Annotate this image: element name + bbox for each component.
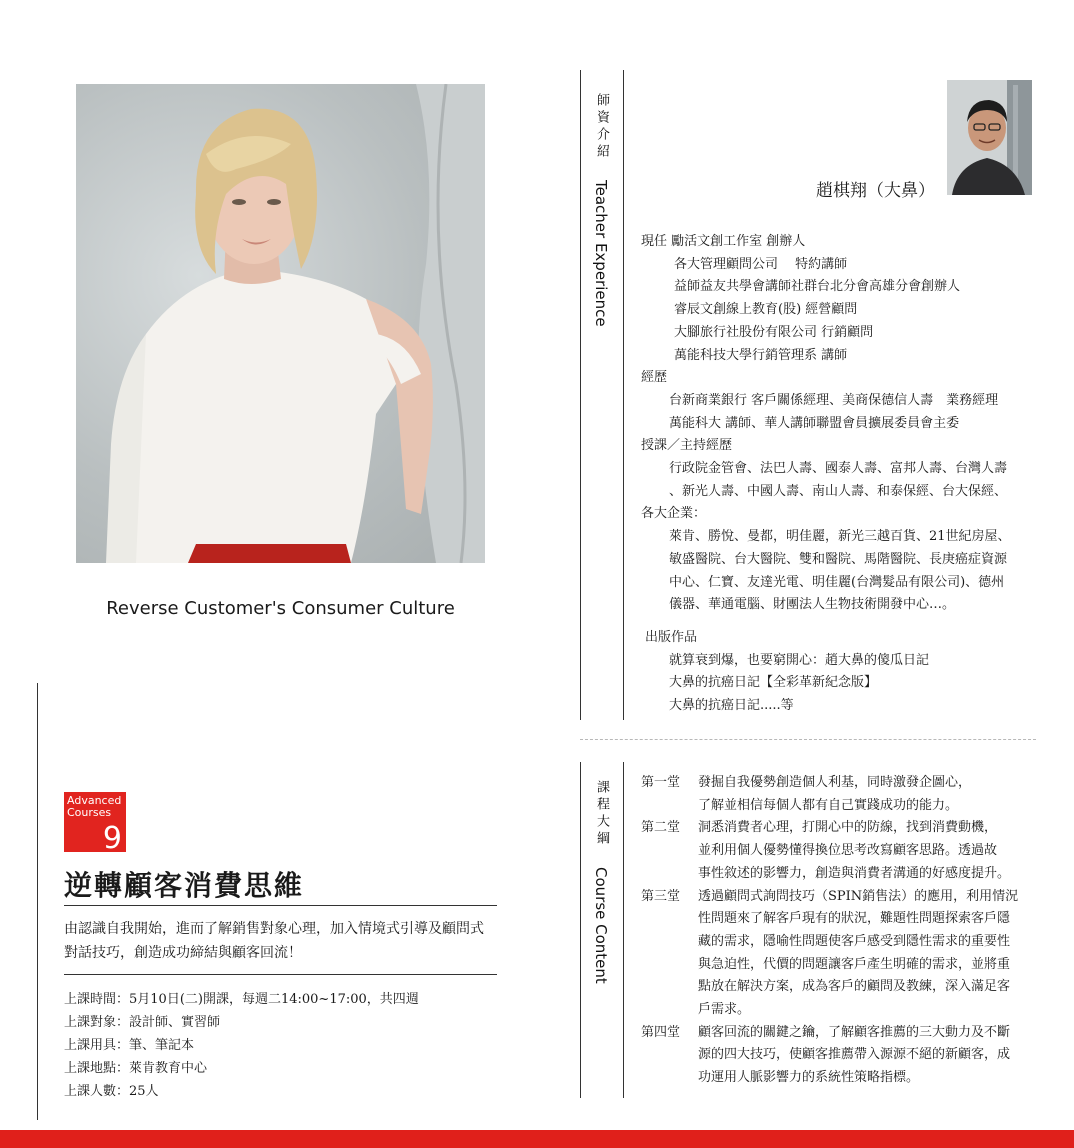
description-line: 對話技巧，創造成功締結與顧客回流！ — [64, 945, 302, 961]
exp-line: 各大管理顧問公司 特約講師 — [674, 256, 848, 272]
exp-line: 萊肯、勝悅、曼都，明佳麗，新光三越百貨、21世紀房屋、 — [669, 529, 1011, 545]
description-line: 由認識自我開始，進而了解銷售對象心理，加入情境式引導及顧問式 — [64, 921, 484, 937]
lesson-text: 點放在解決方案，成為客戶的顧問及教練，深入滿足客 — [698, 979, 1011, 995]
lesson-text: 並利用個人優勢懂得換位思考改寫顧客思路。透過故 — [698, 843, 998, 859]
exp-line: 行政院金管會、法巴人壽、國泰人壽、富邦人壽、台灣人壽 — [669, 461, 1008, 477]
exp-line: 大鼻的抗癌日記.....等 — [669, 698, 794, 714]
exp-line: 台新商業銀行 客戶關係經理、美商保德信人壽 業務經理 — [669, 392, 999, 408]
lesson-text: 發掘自我優勢創造個人利基，同時激發企圖心， — [698, 775, 972, 790]
info-supplies: 上課用具：筆、筆記本 — [64, 1038, 195, 1053]
lesson-text: 戶需求。 — [698, 1002, 751, 1018]
exp-line: 儀器、華通電腦、財團法人生物技術開發中心…。 — [669, 597, 956, 613]
info-location: 上課地點：萊肯教育中心 — [64, 1061, 208, 1076]
model-photo — [76, 84, 485, 563]
exp-line: 睿辰文創線上教育(股) 經營顧問 — [674, 302, 858, 318]
teacher-section-label — [591, 93, 611, 326]
exp-heading: 經歷 — [641, 370, 668, 386]
info-audience: 上課對象：設計師、實習師 — [64, 1015, 221, 1030]
exp-line: 敏盛醫院、台大醫院、雙和醫院、馬階醫院、長庚癌症資源 — [669, 551, 1008, 567]
course-badge — [64, 792, 126, 856]
exp-heading: 授課／主持經歷 — [641, 438, 733, 454]
content-section-label — [591, 780, 611, 984]
content-section-rule-right — [623, 762, 624, 1098]
left-divider — [37, 683, 38, 1120]
content-label-en: Course Content — [592, 866, 610, 984]
title-rule — [64, 905, 497, 906]
lesson-text: 顧客回流的關鍵之鑰，了解顧客推薦的三大動力及不斷 — [698, 1024, 1011, 1040]
teacher-section-rule-left — [580, 70, 581, 720]
teacher-name: 趙棋翔（大鼻） — [816, 181, 935, 201]
photo-caption: Reverse Customer's Consumer Culture — [106, 598, 455, 619]
info-capacity: 上課人數：25人 — [64, 1084, 159, 1099]
exp-line: 大腳旅行社股份有限公司 行銷顧問 — [674, 324, 874, 340]
teacher-label-zh: 師資介紹 — [594, 93, 609, 161]
lesson-text: 源的四大技巧，使顧客推薦帶入源源不絕的新顧客，成 — [698, 1047, 1011, 1063]
exp-line: 現任 勵活文創工作室 創辦人 — [641, 234, 806, 249]
course-info — [64, 988, 419, 1103]
content-label-zh: 課程大綱 — [594, 780, 609, 848]
lesson-text: 了解並相信每個人都有自己實踐成功的能力。 — [698, 797, 959, 813]
badge-number: 9 — [102, 821, 122, 856]
exp-line: 益師益友共學會講師社群台北分會高雄分會創辦人 — [674, 279, 961, 295]
lesson-text: 藏的需求，隱喻性問題使客戶感受到隱性需求的重要性 — [698, 933, 1011, 949]
footer-bar — [0, 1130, 1074, 1148]
lesson-label: 第一堂 — [641, 775, 681, 790]
lesson-3 — [641, 886, 1041, 1022]
teacher-label-en: Teacher Experience — [592, 179, 610, 327]
lesson-label: 第二堂 — [641, 820, 681, 836]
lesson-text: 事性敘述的影響力，創造與消費者溝通的好感度提升。 — [698, 865, 1011, 881]
course-description — [64, 917, 494, 965]
description-rule — [64, 974, 497, 975]
exp-line: 、新光人壽、中國人壽、南山人壽、和泰保經、台大保經、 — [669, 483, 1008, 499]
exp-heading: 出版作品 — [645, 629, 698, 645]
lesson-2 — [641, 817, 1041, 885]
lesson-text: 與急迫性，代價的問題讓客戶產生明確的需求，並將重 — [698, 956, 1011, 972]
info-time: 上課時間：5月10日(二)開課，每週二14:00~17:00，共四週 — [64, 992, 419, 1007]
course-title: 逆轉顧客消費思維 — [64, 869, 305, 902]
lesson-4 — [641, 1022, 1041, 1090]
exp-line: 中心、仁寶、友達光電、明佳麗(台灣髮品有限公司)、德州 — [669, 574, 1005, 590]
lesson-list — [641, 772, 1041, 1090]
exp-line: 萬能科技大學行銷管理系 講師 — [674, 347, 848, 363]
lesson-label: 第三堂 — [641, 888, 681, 904]
badge-text: Advanced Courses — [67, 794, 122, 819]
lesson-text: 透過顧問式詢問技巧（SPIN銷售法）的應用，利用情況 — [698, 888, 1019, 904]
lesson-text: 洞悉消費者心理，打開心中的防線，找到消費動機， — [698, 820, 998, 836]
lesson-text: 功運用人脈影響力的系統性策略指標。 — [698, 1070, 920, 1086]
exp-line: 就算衰到爆，也要窮開心：趙大鼻的傻瓜日記 — [669, 652, 930, 668]
exp-heading: 各大企業： — [641, 506, 707, 522]
exp-line: 萬能科大 講師、華人講師聯盟會員擴展委員會主委 — [669, 415, 960, 431]
lesson-label: 第四堂 — [641, 1024, 681, 1040]
teacher-portrait — [947, 80, 1032, 195]
lesson-1 — [641, 772, 1041, 817]
teacher-experience — [641, 231, 1041, 718]
teacher-section-rule-right — [623, 70, 624, 720]
exp-line: 大鼻的抗癌日記【全彩革新紀念版】 — [669, 675, 878, 691]
section-separator — [580, 739, 1036, 740]
lesson-text: 性問題來了解客戶現有的狀況，難題性問題探索客戶隱 — [698, 911, 1011, 927]
content-section-rule-left — [580, 762, 581, 1098]
